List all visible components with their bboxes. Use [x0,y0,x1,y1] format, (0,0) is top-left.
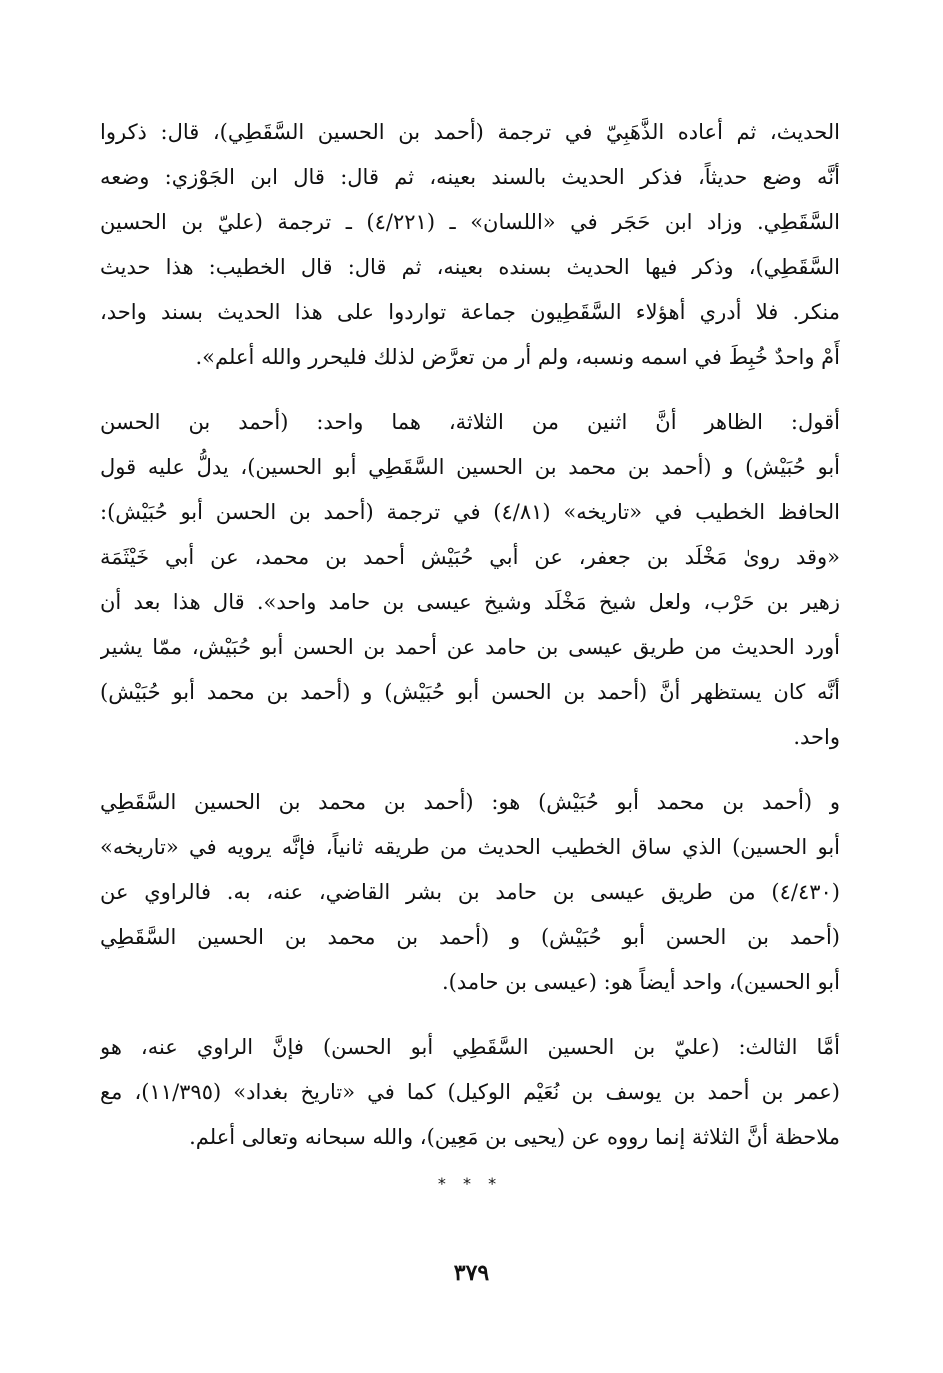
text-line: أنَّه وضع حديثاً، فذكر الحديث بالسند بعينه، ثم قال: قال ابن الجَوْزي: وضعه [100,165,840,189]
text-line: (عمر بن أحمد بن يوسف بن نُعَيْم الوكيل) كما في «تاريخ بغداد» (١١/٣٩٥)، مع [100,1080,840,1104]
text-line: الحديث، ثم أعاده الذَّهَبِيّ في ترجمة (أحمد بن الحسين السَّقَطِي)، قال: ذكروا [100,120,840,144]
text-line: «وقد روىٰ مَخْلَد بن جعفر، عن أبي حُبَيْش أحمد بن محمد، عن أبي خَيْثَمَة [100,545,840,569]
text-line: زهير بن حَرْب، ولعل شيخ مَخْلَد وشيخ عيسى بن حامد واحد». قال هذا بعد أن [100,590,840,614]
paragraph [100,110,840,380]
paragraph-gap [100,1005,840,1025]
text-line: الحافظ الخطيب في «تاريخه» (٤/٨١) في ترجمة (أحمد بن الحسن أبو حُبَيْش): [100,500,840,524]
text-line: ملاحظة أنَّ الثلاثة إنما رووه عن (يحيى بن مَعِين)، والله سبحانه وتعالى أعلم. [189,1125,840,1149]
text-line: منكر. فلا أدري أهؤلاء السَّقَطِيون جماعة تواردوا على هذا الحديث بسند واحد، [100,300,840,324]
text-line: أقول: الظاهر أنَّ اثنين من الثلاثة، هما واحد: (أحمد بن الحسن [100,410,840,434]
paragraph [100,1025,840,1160]
paragraph [100,400,840,760]
text-line: (٤/٤٣٠) من طريق عيسى بن حامد بن بشر القاضي، عنه، به. فالراوي عن [100,880,840,904]
text-block [100,110,840,1160]
text-line: واحد. [793,725,840,749]
text-line: أمَّا الثالث: (عليّ بن الحسين السَّقَطِي أبو الحسن) فإنَّ الراوي عنه، هو [100,1035,840,1059]
text-line: (أحمد بن الحسن أبو حُبَيْش) و (أحمد بن محمد بن الحسين السَّقَطِي [100,925,840,949]
text-line: السَّقَطِي. وزاد ابن حَجَر في «اللسان» ـ (٤/٢٢١) ـ ترجمة (عليّ بن الحسين [100,210,840,234]
paragraph-gap [100,380,840,400]
paragraph-gap [100,760,840,780]
section-separator: * * * [437,1174,503,1193]
text-line: أبو الحسين)، واحد أيضاً هو: (عيسى بن حامد). [442,970,840,994]
text-line: السَّقَطِي)، وذكر فيها الحديث بسنده بعينه، ثم قال: قال الخطيب: هذا حديث [100,255,840,279]
text-line: أَمْ واحدٌ خُبِطَ في اسمه ونسبه، ولم أر من تعرَّض لذلك فليحرر والله أعلم». [195,345,840,369]
text-line: أبو الحسين) الذي ساق الخطيب الحديث من طريقه ثانياً، فإنَّه يرويه في «تاريخه» [100,835,840,859]
page-number: ٣٧٩ [453,1260,490,1286]
text-line: أبو حُبَيْش) و (أحمد بن محمد بن الحسين السَّقَطِي أبو الحسين)، يدلُّ عليه قول [100,455,840,479]
paragraph [100,780,840,1005]
text-line: أنَّه كان يستظهر أنَّ (أحمد بن الحسن أبو حُبَيْش) و (أحمد بن محمد أبو حُبَيْش) [100,680,840,704]
text-line: أورد الحديث من طريق عيسى بن حامد عن أحمد بن الحسن أبو حُبَيْش، ممّا يشير [100,635,840,659]
text-line: و (أحمد بن محمد أبو حُبَيْش) هو: (أحمد بن محمد بن الحسين السَّقَطِي [100,790,840,814]
page-body [100,110,840,1193]
